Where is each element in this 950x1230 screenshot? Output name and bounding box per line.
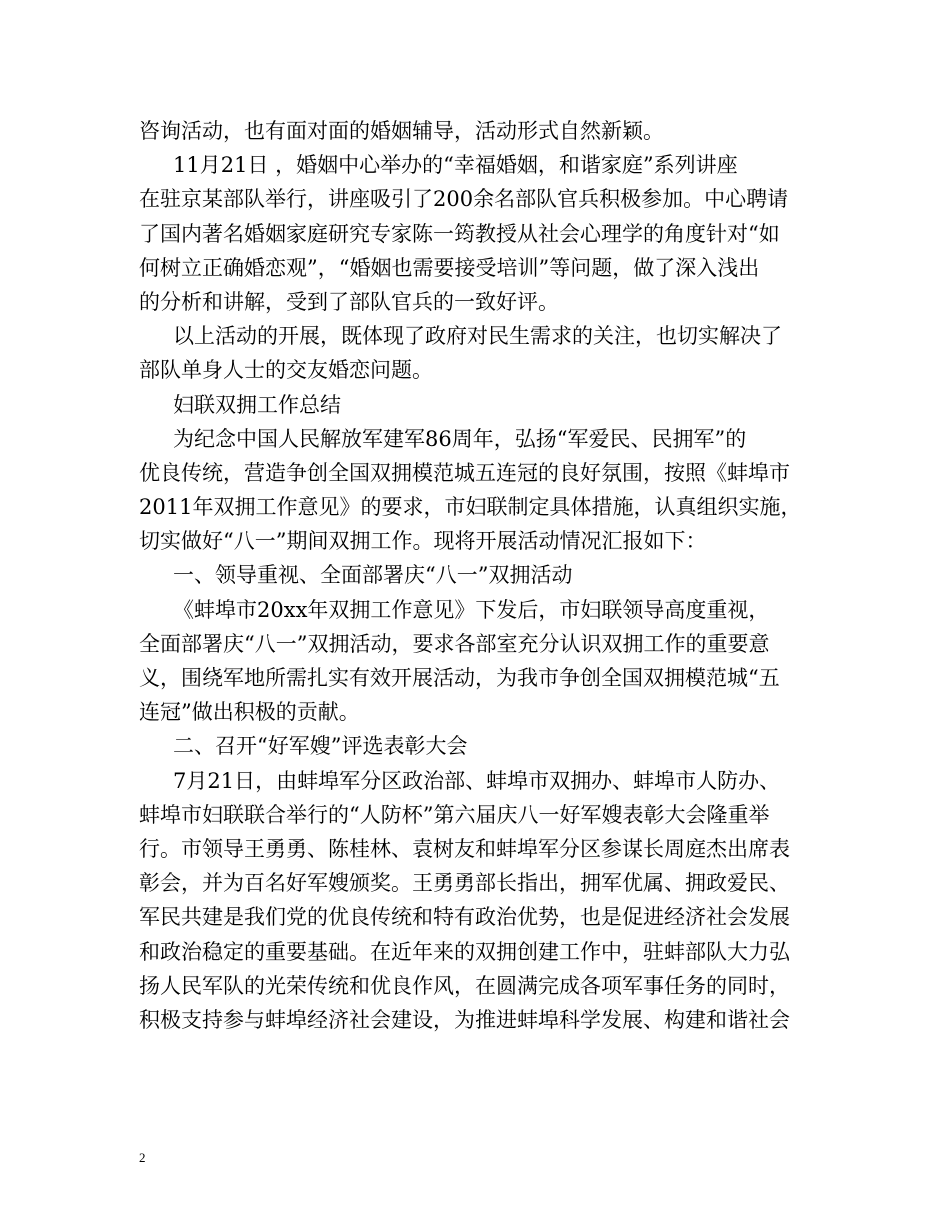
text-line: 部队单身人士的交友婚恋问题。 [139,358,433,383]
page-number: 2 [139,1150,146,1165]
text-line: 7月21日，由蚌埠军分区政治部、蚌埠市双拥办、蚌埠市人防办、 [173,768,781,793]
text-line: 为纪念中国人民解放军建军86周年，弘扬“军爱民、民拥军”的 [173,426,747,451]
text-line: 扬人民军队的光荣传统和优良作风，在圆满完成各项军事任务的同时， [139,973,790,998]
text-line: 义，围绕军地所需扎实有效开展活动，为我市争创全国双拥模范城“五 [139,666,780,690]
text-line: 彰会，并为百名好军嫂颁奖。王勇勇部长指出，拥军优属、拥政爱民、 [139,871,790,896]
text-line: 和政治稳定的重要基础。在近年来的双拥创建工作中，驻蚌部队大力弘 [139,939,790,964]
text-line: 蚌埠市妇联联合举行的“人防杯”第六届庆八一好军嫂表彰大会隆重举 [139,802,770,827]
text-line: 《蚌埠市20xx年双拥工作意见》下发后，市妇联领导高度重视， [173,597,770,622]
text-line: 优良传统，营造争创全国双拥模范城五连冠的良好氛围，按照《蚌埠市 [139,460,790,485]
text-line: 的分析和讲解，受到了部队官兵的一致好评。 [139,289,559,314]
text-line: 了国内著名婚姻家庭研究专家陈一筠教授从社会心理学的角度针对“如 [139,221,780,246]
text-line: 妇联双拥工作总结 [173,392,341,417]
text-line: 一、领导重视、全面部署庆“八一”双拥活动 [173,563,573,588]
text-line: 积极支持参与蚌埠经济社会建设，为推进蚌埠科学发展、构建和谐社会 [139,1007,790,1032]
text-line: 以上活动的开展，既体现了政府对民生需求的关注，也切实解决了 [173,324,782,349]
text-line: 全面部署庆“八一”双拥活动，要求各部室充分认识双拥工作的重要意 [139,631,770,656]
text-line: 军民共建是我们党的优良传统和特有政治优势，也是促进经济社会发展 [139,905,790,930]
text-line: 切实做好“八一”期间双拥工作。现将开展活动情况汇报如下： [139,529,707,554]
text-line: 连冠”做出积极的贡献。 [139,700,360,725]
text-line: 2011年双拥工作意见》的要求，市妇联制定具体措施，认真组织实施， [139,495,802,520]
text-line: 二、召开“好军嫂”评选表彰大会 [173,734,468,759]
text-line: 在驻京某部队举行，讲座吸引了200余名部队官兵积极参加。中心聘请 [139,187,789,212]
text-line: 咨询活动，也有面对面的婚姻辅导，活动形式自然新颖。 [139,119,664,143]
text-line: 何树立正确婚恋观”，“婚姻也需要接受培训”等问题，做了深入浅出 [139,255,760,280]
document-body [139,114,819,1037]
text-line: 行。市领导王勇勇、陈桂林、袁树友和蚌埠军分区参谋长周庭杰出席表 [139,836,790,861]
text-line: 11月21日 ，婚姻中心举办的“幸福婚姻，和谐家庭”系列讲座 [173,153,738,178]
